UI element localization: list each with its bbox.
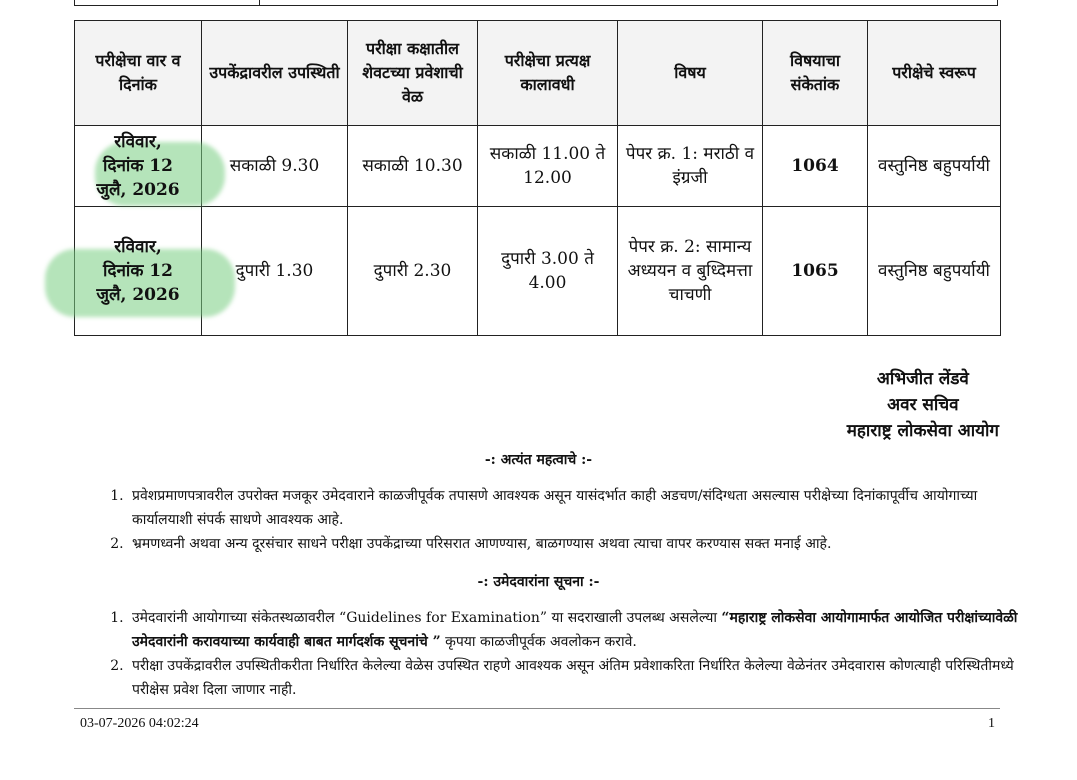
signatory-name: अभिजीत लेंडवे [876, 369, 969, 389]
date-cell [75, 207, 202, 336]
footer-divider [74, 708, 1000, 709]
table-row [75, 207, 1001, 336]
instruction-text: उमेदवारांनी आयोगाच्या संकेतस्थळावरील “Guidelines for Examination” या सदराखाली उपलब्ध असलेल्या [132, 610, 722, 626]
header-last-entry: परीक्षा कक्षातील शेवटच्या प्रवेशाची वेळ [348, 21, 478, 126]
table-row [75, 126, 1001, 207]
list-item [128, 606, 1028, 654]
list-item: 2. भ्रमणध्वनी अथवा अन्य दूरसंचार साधने परीक्षा उपकेंद्राच्या परिसरात आणण्यास, बाळगण्यास अथवा त्याचा वापर करण्यास सक्त मनाई आहे. [128, 532, 1028, 556]
header-nature: परीक्षेचे स्वरूप [868, 21, 1001, 126]
header-subject: विषय [618, 21, 763, 126]
instructions-list [100, 606, 1028, 702]
date-line: दिनांक 12 [103, 261, 173, 281]
subject-cell: पेपर क्र. 1: मराठी व इंग्रजी [618, 126, 763, 207]
nature-cell: वस्तुनिष्ठ बहुपर्यायी [868, 207, 1001, 336]
date-line: जुलै, 2026 [96, 285, 180, 305]
exam-schedule-table [74, 20, 1001, 336]
code-cell: 1065 [763, 207, 868, 336]
important-list [100, 484, 1028, 556]
important-heading: -: अत्यंत महत्वाचे :- [484, 452, 593, 468]
instruction-emphasis: “महाराष्ट्र लोकसेवा आयोगामार्फत आयोजित परीक्षांच्यावेळी उमेदवारांनी करावयाच्या कार्यवाही बाबत मार्गदर्शक सूचनांचे ” [132, 610, 1018, 650]
page-number: 1 [988, 716, 995, 731]
last-entry-cell: सकाळी 10.30 [348, 126, 478, 207]
nature-cell: वस्तुनिष्ठ बहुपर्यायी [868, 126, 1001, 207]
attendance-cell: दुपारी 1.30 [202, 207, 348, 336]
attendance-cell: सकाळी 9.30 [202, 126, 348, 207]
previous-table-edge [74, 0, 998, 6]
signatory-designation: अवर सचिव [887, 395, 959, 415]
list-item: 1. प्रवेशप्रमाणपत्रावरील उपरोक्त मजकूर उमेदवाराने काळजीपूर्वक तपासणे आवश्यक असून यासंदर्भात काही अडचण/संदिग्धता असल्यास परीक्षेच्या दिनांकापूर्वीच आयोगाच्या कार्यालयाशी संपर्क साधणे आवश्यक आहे. [128, 484, 1028, 532]
date-line: दिनांक 12 [103, 156, 173, 176]
header-attendance: उपकेंद्रावरील उपस्थिती [202, 21, 348, 126]
instructions-heading: -: उमेदवारांना सूचना :- [477, 574, 600, 590]
header-date: परीक्षेचा वार व दिनांक [75, 21, 202, 126]
instruction-text: कृपया काळजीपूर्वक अवलोकन करावे. [440, 634, 637, 650]
header-duration: परीक्षेचा प्रत्यक्ष कालावधी [478, 21, 618, 126]
date-cell [75, 126, 202, 207]
subject-cell: पेपर क्र. 2: सामान्य अध्ययन व बुध्दिमत्ता चाचणी [618, 207, 763, 336]
duration-cell: सकाळी 11.00 ते 12.00 [478, 126, 618, 207]
code-cell: 1064 [763, 126, 868, 207]
header-code: विषयाचा संकेतांक [763, 21, 868, 126]
date-day: रविवार, [114, 132, 162, 152]
last-entry-cell: दुपारी 2.30 [348, 207, 478, 336]
list-item: 2. परीक्षा उपकेंद्रावरील उपस्थितीकरीता निर्धारित केलेल्या वेळेस उपस्थित राहणे आवश्यक असून अंतिम प्रवेशाकरिता निर्धारित केलेल्या वेळेनंतर उमेदवारास कोणत्याही परिस्थितीमध्ये परीक्षेस प्रवेश दिला जाणार नाही. [128, 654, 1028, 702]
signature-block [847, 366, 999, 444]
signatory-office: महाराष्ट्र लोकसेवा आयोग [846, 421, 999, 441]
date-day: रविवार, [114, 237, 162, 257]
date-line: जुलै, 2026 [96, 180, 180, 200]
duration-cell: दुपारी 3.00 ते 4.00 [478, 207, 618, 336]
footer-timestamp: 03-07-2026 04:02:24 [80, 716, 199, 731]
table-header-row [75, 21, 1001, 126]
